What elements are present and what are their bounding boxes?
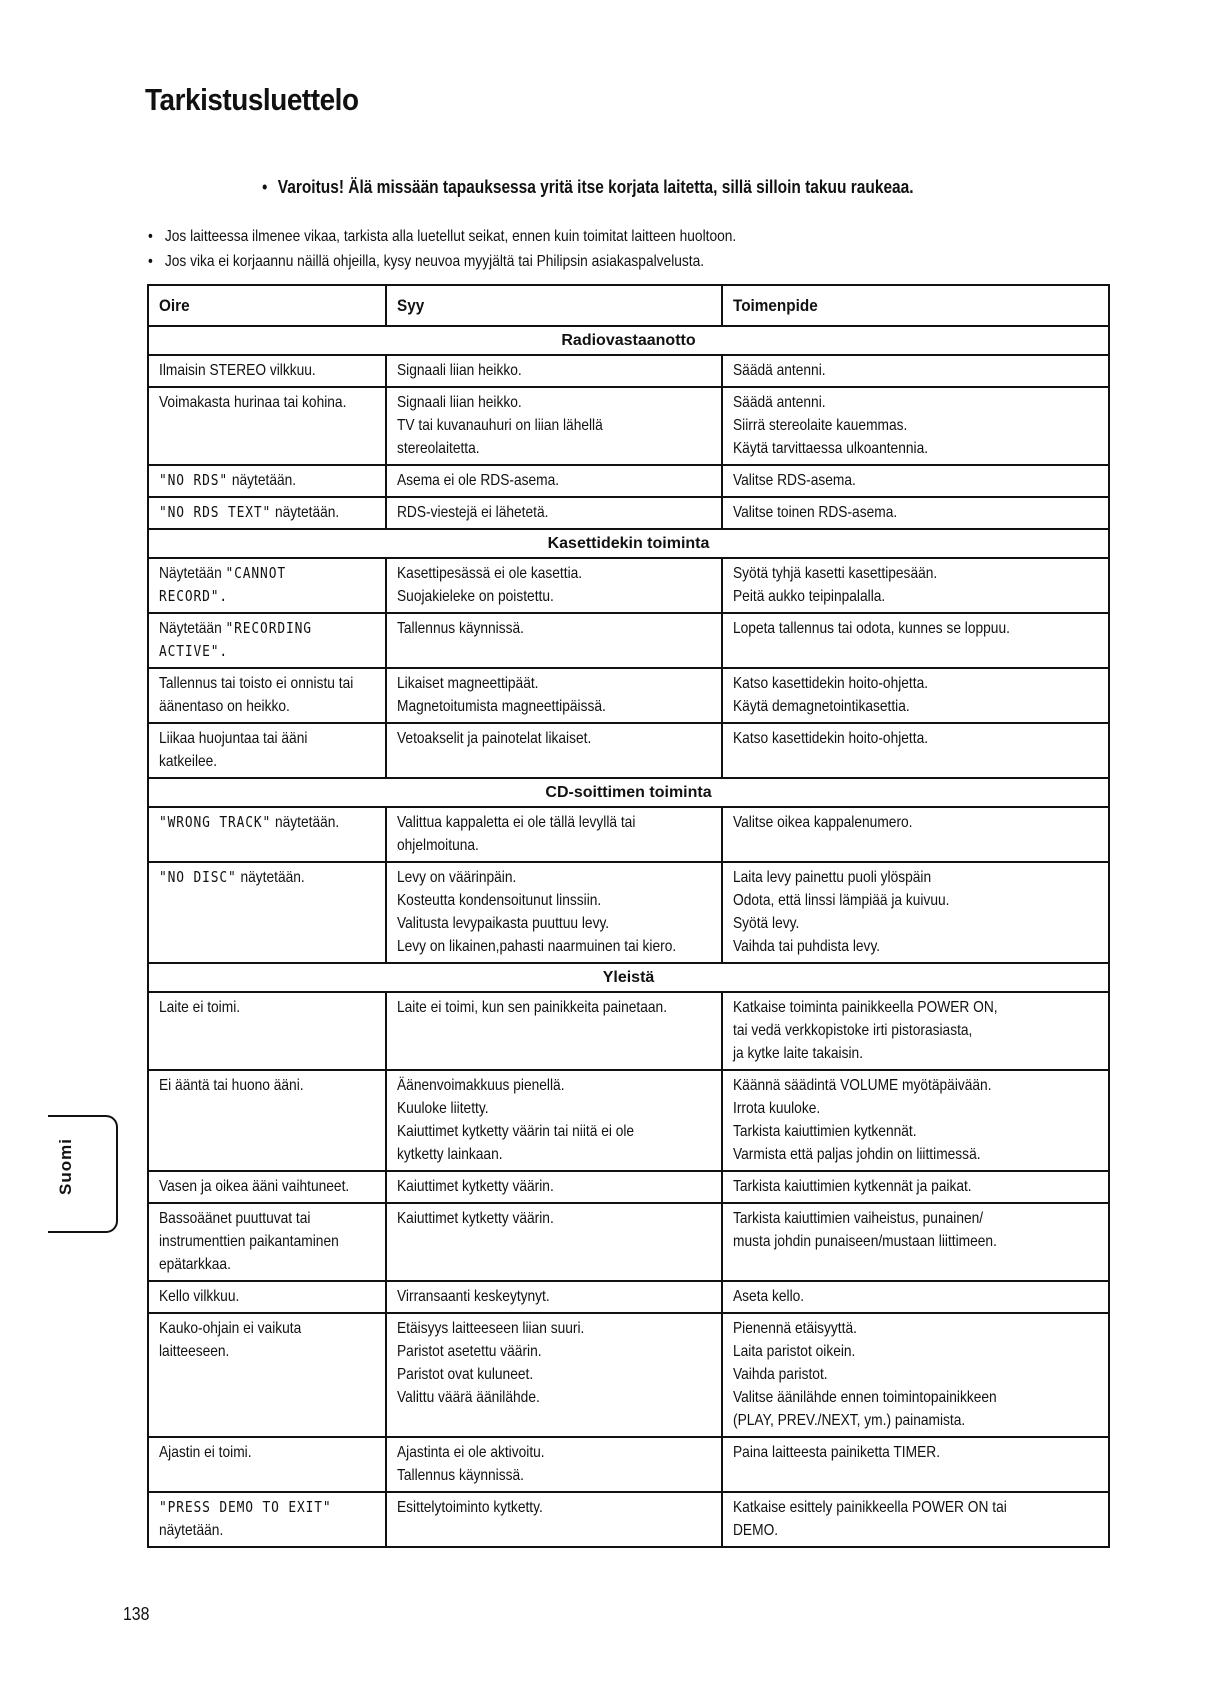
text-line: Tarkista kaiuttimien kytkennät ja paikat.: [733, 1178, 972, 1195]
cell-toimenpide: [722, 668, 1109, 723]
text-line: Bassoäänet puuttuvat tai: [159, 1210, 311, 1227]
text-line: Ilmaisin STEREO vilkkuu.: [159, 362, 316, 379]
text-line: Levy on likainen,pahasti naarmuinen tai kiero.: [397, 938, 677, 955]
text-line: Valitse toinen RDS-asema.: [733, 504, 898, 521]
cell-oire: [148, 807, 386, 862]
text-line: Peitä aukko teipinpalalla.: [733, 588, 886, 605]
table-row: [148, 387, 1109, 465]
text-line: Paristot asetettu väärin.: [397, 1343, 542, 1360]
text-line: Käännä säädintä VOLUME myötäpäivään.: [733, 1077, 992, 1094]
table-row: [148, 723, 1109, 778]
text-line: Vaihda paristot.: [733, 1366, 828, 1383]
text-line: Likaiset magneettipäät.: [397, 675, 539, 692]
lcd-text: "NO RDS": [159, 471, 229, 489]
text-line: RDS-viestejä ei lähetetä.: [397, 504, 549, 521]
text-line: Tallennus käynnissä.: [397, 620, 524, 637]
section-title-label: CD-soittimen toiminta: [545, 784, 712, 801]
cell-syy-content: [397, 501, 710, 524]
side-tab-label: Suomi: [56, 1138, 75, 1195]
text-line: Valitse oikea kappalenumero.: [733, 814, 913, 831]
cell-toimenpide: [722, 992, 1109, 1070]
cell-oire: [148, 465, 386, 497]
cell-oire-content: [159, 469, 374, 492]
header-syy: Syy: [386, 285, 722, 326]
table-body: [148, 326, 1109, 1547]
text-line: laitteeseen.: [159, 1343, 230, 1360]
text-line: Suojakieleke on poistettu.: [397, 588, 554, 605]
cell-toimenpide: [722, 558, 1109, 613]
cell-toimenpide-content: [733, 672, 1097, 718]
text-line: Levy on väärinpäin.: [397, 869, 517, 886]
cell-syy: [386, 387, 722, 465]
text-line: Laite ei toimi, kun sen painikkeita painetaan.: [397, 999, 668, 1016]
text-line: Etäisyys laitteeseen liian suuri.: [397, 1320, 585, 1337]
cell-syy: [386, 1437, 722, 1492]
cell-syy-content: [397, 672, 710, 718]
text-line: Signaali liian heikko.: [397, 394, 522, 411]
text-line: Lopeta tallennus tai odota, kunnes se loppuu.: [733, 620, 1010, 637]
table-row: [148, 668, 1109, 723]
cell-toimenpide: [722, 355, 1109, 387]
cell-syy: [386, 355, 722, 387]
table-row: [148, 1070, 1109, 1171]
cell-toimenpide: [722, 613, 1109, 668]
cell-toimenpide-content: [733, 1317, 1097, 1432]
text-line: stereolaitetta.: [397, 440, 480, 457]
text-line: Odota, että linssi lämpiää ja kuivuu.: [733, 892, 950, 909]
text-line: TV tai kuvanauhuri on liian lähellä: [397, 417, 603, 434]
cell-toimenpide: [722, 723, 1109, 778]
text-line: Kuuloke liitetty.: [397, 1100, 489, 1117]
text-line: Laita levy painettu puoli ylöspäin: [733, 869, 932, 886]
troubleshooting-table: [147, 284, 1110, 1548]
text-line: Paristot ovat kuluneet.: [397, 1366, 534, 1383]
table-row: [148, 992, 1109, 1070]
cell-syy-content: [397, 617, 710, 640]
section-row: [148, 326, 1109, 355]
text-line: Virransaanti keskeytynyt.: [397, 1288, 550, 1305]
cell-oire: [148, 668, 386, 723]
text-line: Aseta kello.: [733, 1288, 805, 1305]
cell-toimenpide: [722, 1281, 1109, 1313]
text-line: Syötä levy.: [733, 915, 800, 932]
cell-toimenpide-content: [733, 866, 1097, 958]
cell-oire: [148, 613, 386, 668]
cell-syy-content: [397, 469, 710, 492]
text-line: Valitse RDS-asema.: [733, 472, 856, 489]
text-line: Vaihda tai puhdista levy.: [733, 938, 881, 955]
section-row: [148, 529, 1109, 558]
lcd-text: "PRESS DEMO TO EXIT": [159, 1498, 332, 1516]
warning-label: Varoitus! Älä missään tapauksessa yritä itse korjata laitetta, sillä silloin takuu raukeaa.: [277, 177, 914, 197]
table-row: [148, 613, 1109, 668]
text-line: Siirrä stereolaite kauemmas.: [733, 417, 908, 434]
cell-syy-content: [397, 391, 710, 460]
cell-toimenpide: [722, 1313, 1109, 1437]
text-line: Ajastinta ei ole aktivoitu.: [397, 1444, 545, 1461]
cell-toimenpide: [722, 1070, 1109, 1171]
lcd-text: "NO RDS TEXT": [159, 503, 272, 521]
cell-syy: [386, 807, 722, 862]
text-line: ja kytke laite takaisin.: [733, 1045, 864, 1062]
table-header-row: [148, 285, 1109, 326]
table-row: [148, 1437, 1109, 1492]
text-line: [159, 811, 374, 834]
cell-oire: [148, 387, 386, 465]
cell-syy-content: [397, 727, 710, 750]
lcd-text: "RECORDING: [225, 619, 312, 637]
cell-toimenpide-content: [733, 996, 1097, 1065]
text-line: Tallennus tai toisto ei onnistu tai: [159, 675, 354, 692]
lcd-text: "WRONG TRACK": [159, 813, 272, 831]
section-row: [148, 963, 1109, 992]
cell-oire-content: [159, 1285, 374, 1308]
text-line: Ei ääntä tai huono ääni.: [159, 1077, 304, 1094]
text-line: [159, 562, 374, 585]
cell-toimenpide-content: [733, 1074, 1097, 1166]
text-line: Magnetoitumista magneettipäissä.: [397, 698, 606, 715]
cell-syy-content: [397, 1207, 710, 1230]
text-line: Kaiuttimet kytketty väärin tai niitä ei ole: [397, 1123, 635, 1140]
cell-oire-content: [159, 727, 374, 773]
text-line: Voimakasta hurinaa tai kohina.: [159, 394, 347, 411]
text-line: Käytä demagnetointikasettia.: [733, 698, 910, 715]
cell-oire-content: [159, 672, 374, 718]
cell-oire: [148, 1437, 386, 1492]
cell-syy: [386, 1171, 722, 1203]
cell-oire: [148, 497, 386, 529]
text-line: Esittelytoiminto kytketty.: [397, 1499, 543, 1516]
table-row: [148, 465, 1109, 497]
lcd-text: "NO DISC": [159, 868, 237, 886]
cell-toimenpide-content: [733, 359, 1097, 382]
text-line: Liikaa huojuntaa tai ääni: [159, 730, 308, 747]
cell-toimenpide-content: [733, 811, 1097, 834]
oire-suffix: näytetään.: [236, 869, 305, 886]
text-line: (PLAY, PREV./NEXT, ym.) painamista.: [733, 1412, 966, 1429]
cell-oire-content: [159, 562, 374, 608]
section-title: [148, 963, 1109, 992]
lcd-text: ACTIVE".: [159, 642, 229, 660]
cell-toimenpide: [722, 497, 1109, 529]
cell-toimenpide: [722, 807, 1109, 862]
text-line: Valittu väärä äänilähde.: [397, 1389, 540, 1406]
text-line: tai vedä verkkopistoke irti pistorasiasta,: [733, 1022, 973, 1039]
cell-toimenpide-content: [733, 391, 1097, 460]
cell-syy-content: [397, 1285, 710, 1308]
cell-oire-content: [159, 811, 374, 834]
text-line: Valitse äänilähde ennen toimintopainikkeen: [733, 1389, 997, 1406]
text-line: katkeilee.: [159, 753, 218, 770]
cell-syy-content: [397, 562, 710, 608]
section-title-label: Radiovastaanotto: [561, 332, 696, 349]
cell-oire: [148, 1203, 386, 1281]
section-title-label: Yleistä: [602, 969, 655, 986]
cell-syy: [386, 1281, 722, 1313]
cell-toimenpide: [722, 1203, 1109, 1281]
table-row: [148, 1203, 1109, 1281]
text-line: äänentaso on heikko.: [159, 698, 290, 715]
table-row: [148, 355, 1109, 387]
cell-syy-content: [397, 811, 710, 857]
section-title: [148, 326, 1109, 355]
cell-toimenpide-content: [733, 469, 1097, 492]
cell-syy-content: [397, 996, 710, 1019]
cell-toimenpide: [722, 465, 1109, 497]
table-row: [148, 558, 1109, 613]
table-row: [148, 1492, 1109, 1547]
cell-oire: [148, 355, 386, 387]
oire-suffix: näytetään.: [271, 814, 340, 831]
intro-item: • Jos laitteessa ilmenee vikaa, tarkista alla luetellut seikat, ennen kuin toimitat laitteen huoltoon.: [148, 224, 736, 249]
cell-oire-content: [159, 1207, 374, 1276]
header-toimenpide: Toimenpide: [722, 285, 1109, 326]
cell-syy: [386, 1492, 722, 1547]
cell-toimenpide-content: [733, 1496, 1097, 1542]
cell-syy: [386, 1313, 722, 1437]
text-line: [159, 469, 374, 492]
cell-oire: [148, 862, 386, 963]
lcd-text: "CANNOT: [225, 564, 286, 582]
cell-syy: [386, 1070, 722, 1171]
table-row: [148, 807, 1109, 862]
text-line: [159, 617, 374, 640]
header-oire: Oire: [148, 285, 386, 326]
cell-oire-content: [159, 1496, 374, 1542]
text-line: kytketty lainkaan.: [397, 1146, 503, 1163]
page-title: Tarkistusluettelo: [145, 82, 359, 117]
cell-oire: [148, 1492, 386, 1547]
text-line: Asema ei ole RDS-asema.: [397, 472, 560, 489]
table-row: [148, 497, 1109, 529]
cell-syy-content: [397, 866, 710, 958]
cell-oire: [148, 992, 386, 1070]
cell-toimenpide: [722, 1492, 1109, 1547]
text-line: Laita paristot oikein.: [733, 1343, 856, 1360]
oire-suffix: näytetään.: [228, 472, 297, 489]
cell-syy: [386, 862, 722, 963]
text-line: Kauko-ohjain ei vaikuta: [159, 1320, 302, 1337]
text-line: Pienennä etäisyyttä.: [733, 1320, 857, 1337]
text-line: [159, 1496, 374, 1519]
cell-syy-content: [397, 1074, 710, 1166]
text-line: musta johdin punaiseen/mustaan liittimeen.: [733, 1233, 997, 1250]
cell-toimenpide-content: [733, 1285, 1097, 1308]
cell-oire-content: [159, 501, 374, 524]
text-line: Kello vilkkuu.: [159, 1288, 240, 1305]
text-line: Varmista että paljas johdin on liittimessä.: [733, 1146, 981, 1163]
cell-syy-content: [397, 1441, 710, 1487]
cell-toimenpide-content: [733, 1207, 1097, 1253]
text-line: Katso kasettidekin hoito-ohjetta.: [733, 675, 929, 692]
cell-toimenpide: [722, 1171, 1109, 1203]
cell-syy: [386, 668, 722, 723]
text-line: ohjelmoituna.: [397, 837, 479, 854]
table-row: [148, 862, 1109, 963]
cell-toimenpide-content: [733, 1175, 1097, 1198]
text-line: Äänenvoimakkuus pienellä.: [397, 1077, 565, 1094]
text-line: Tarkista kaiuttimien vaiheistus, punainen/: [733, 1210, 984, 1227]
intro-item: • Jos vika ei korjaannu näillä ohjeilla, kysy neuvoa myyjältä tai Philipsin asiakaspalvelusta.: [148, 249, 736, 274]
cell-syy-content: [397, 1175, 710, 1198]
text-line: Katso kasettidekin hoito-ohjetta.: [733, 730, 929, 747]
cell-oire-content: [159, 391, 374, 414]
text-line: Valittua kappaletta ei ole tällä levyllä tai: [397, 814, 636, 831]
cell-oire-content: [159, 1441, 374, 1464]
cell-oire: [148, 1070, 386, 1171]
cell-syy: [386, 558, 722, 613]
text-line: Kasettipesässä ei ole kasettia.: [397, 565, 583, 582]
cell-oire-content: [159, 1074, 374, 1097]
cell-oire: [148, 558, 386, 613]
cell-oire-content: [159, 359, 374, 382]
cell-syy: [386, 465, 722, 497]
text-line: Katkaise esittely painikkeella POWER ON tai: [733, 1499, 1007, 1516]
text-line: näytetään.: [159, 1522, 224, 1539]
cell-oire: [148, 1313, 386, 1437]
cell-syy-content: [397, 359, 710, 382]
cell-oire-content: [159, 996, 374, 1019]
cell-toimenpide-content: [733, 501, 1097, 524]
cell-toimenpide-content: [733, 562, 1097, 608]
page-number: 138: [123, 1604, 150, 1624]
cell-oire: [148, 1281, 386, 1313]
warning-text: [262, 177, 914, 198]
text-line: Säädä antenni.: [733, 362, 826, 379]
text-line: [159, 501, 374, 524]
cell-oire-content: [159, 866, 374, 889]
cell-toimenpide-content: [733, 617, 1097, 640]
text-line: Käytä tarvittaessa ulkoantennia.: [733, 440, 929, 457]
bullet-icon: •: [262, 177, 268, 197]
cell-toimenpide: [722, 387, 1109, 465]
text-line: Laite ei toimi.: [159, 999, 241, 1016]
text-line: Ajastin ei toimi.: [159, 1444, 252, 1461]
section-title-label: Kasettidekin toiminta: [547, 535, 710, 552]
table-row: [148, 1313, 1109, 1437]
section-title: [148, 529, 1109, 558]
table-row: [148, 1171, 1109, 1203]
text-line: instrumenttien paikantaminen: [159, 1233, 339, 1250]
cell-syy: [386, 497, 722, 529]
text-line: [159, 866, 374, 889]
lcd-text: RECORD".: [159, 587, 229, 605]
table-row: [148, 1281, 1109, 1313]
cell-syy: [386, 613, 722, 668]
cell-toimenpide-content: [733, 1441, 1097, 1464]
cell-syy: [386, 992, 722, 1070]
intro-list: [148, 224, 736, 274]
text-line: Katkaise toiminta painikkeella POWER ON,: [733, 999, 998, 1016]
oire-prefix: Näytetään: [159, 565, 226, 582]
cell-oire: [148, 1171, 386, 1203]
cell-syy: [386, 1203, 722, 1281]
oire-prefix: Näytetään: [159, 620, 226, 637]
text-line: Paina laitteesta painiketta TIMER.: [733, 1444, 941, 1461]
text-line: Tarkista kaiuttimien kytkennät.: [733, 1123, 917, 1140]
section-row: [148, 778, 1109, 807]
text-line: Vasen ja oikea ääni vaihtuneet.: [159, 1178, 350, 1195]
cell-toimenpide: [722, 1437, 1109, 1492]
text-line: Kaiuttimet kytketty väärin.: [397, 1178, 554, 1195]
cell-oire-content: [159, 1317, 374, 1363]
cell-syy: [386, 723, 722, 778]
text-line: Syötä tyhjä kasetti kasettipesään.: [733, 565, 938, 582]
text-line: Valitusta levypaikasta puuttuu levy.: [397, 915, 610, 932]
cell-toimenpide: [722, 862, 1109, 963]
text-line: Signaali liian heikko.: [397, 362, 522, 379]
text-line: DEMO.: [733, 1522, 779, 1539]
text-line: Irrota kuuloke.: [733, 1100, 821, 1117]
cell-oire: [148, 723, 386, 778]
cell-toimenpide-content: [733, 727, 1097, 750]
text-line: Tallennus käynnissä.: [397, 1467, 524, 1484]
text-line: Säädä antenni.: [733, 394, 826, 411]
text-line: Vetoakselit ja painotelat likaiset.: [397, 730, 592, 747]
text-line: Kosteutta kondensoitunut linssiin.: [397, 892, 602, 909]
cell-oire-content: [159, 1175, 374, 1198]
cell-oire-content: [159, 617, 374, 663]
oire-suffix: näytetään.: [271, 504, 340, 521]
cell-syy-content: [397, 1496, 710, 1519]
cell-syy-content: [397, 1317, 710, 1409]
text-line: epätarkkaa.: [159, 1256, 231, 1273]
section-title: [148, 778, 1109, 807]
text-line: Kaiuttimet kytketty väärin.: [397, 1210, 554, 1227]
